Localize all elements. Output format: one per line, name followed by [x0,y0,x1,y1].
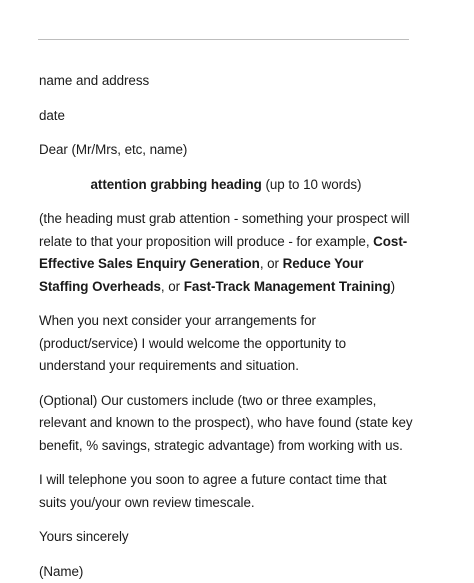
attention-heading-note: (up to 10 words) [262,177,362,192]
body-paragraph-3: I will telephone you soon to agree a future contact time that suits you/your own review timescale. [39,469,413,514]
guidance-example-2: Reduce Your Staffing Overheads [39,256,363,294]
attention-heading-bold: attention grabbing heading [91,177,262,192]
guidance-example-1: Cost-Effective Sales Enquiry Generation [39,234,407,272]
signature-line: (Name) [39,561,413,583]
salutation-line: Dear (Mr/Mrs, etc, name) [39,139,413,162]
header-rule [38,39,409,40]
heading-guidance-paragraph [39,208,413,298]
guidance-text-3: , or [161,279,184,294]
guidance-text-4: ) [391,279,395,294]
body-paragraph-1: When you next consider your arrangements for (product/service) I would welcome the opportunity to understand your requirements and situation. [39,310,413,378]
guidance-example-3: Fast-Track Management Training [184,279,391,294]
guidance-text-1: (the heading must grab attention - something your prospect will relate to that your proposition will produce - for example, [39,211,410,249]
closing-line: Yours sincerely [39,526,413,549]
letter-body [39,70,413,583]
attention-heading [39,174,413,197]
recipient-line: name and address [39,70,413,93]
guidance-text-2: , or [260,256,283,271]
date-line: date [39,105,413,128]
body-paragraph-2: (Optional) Our customers include (two or three examples, relevant and known to the prospect), who have found (state key benefit, % savings, strategic advantage) from working with us. [39,390,413,458]
